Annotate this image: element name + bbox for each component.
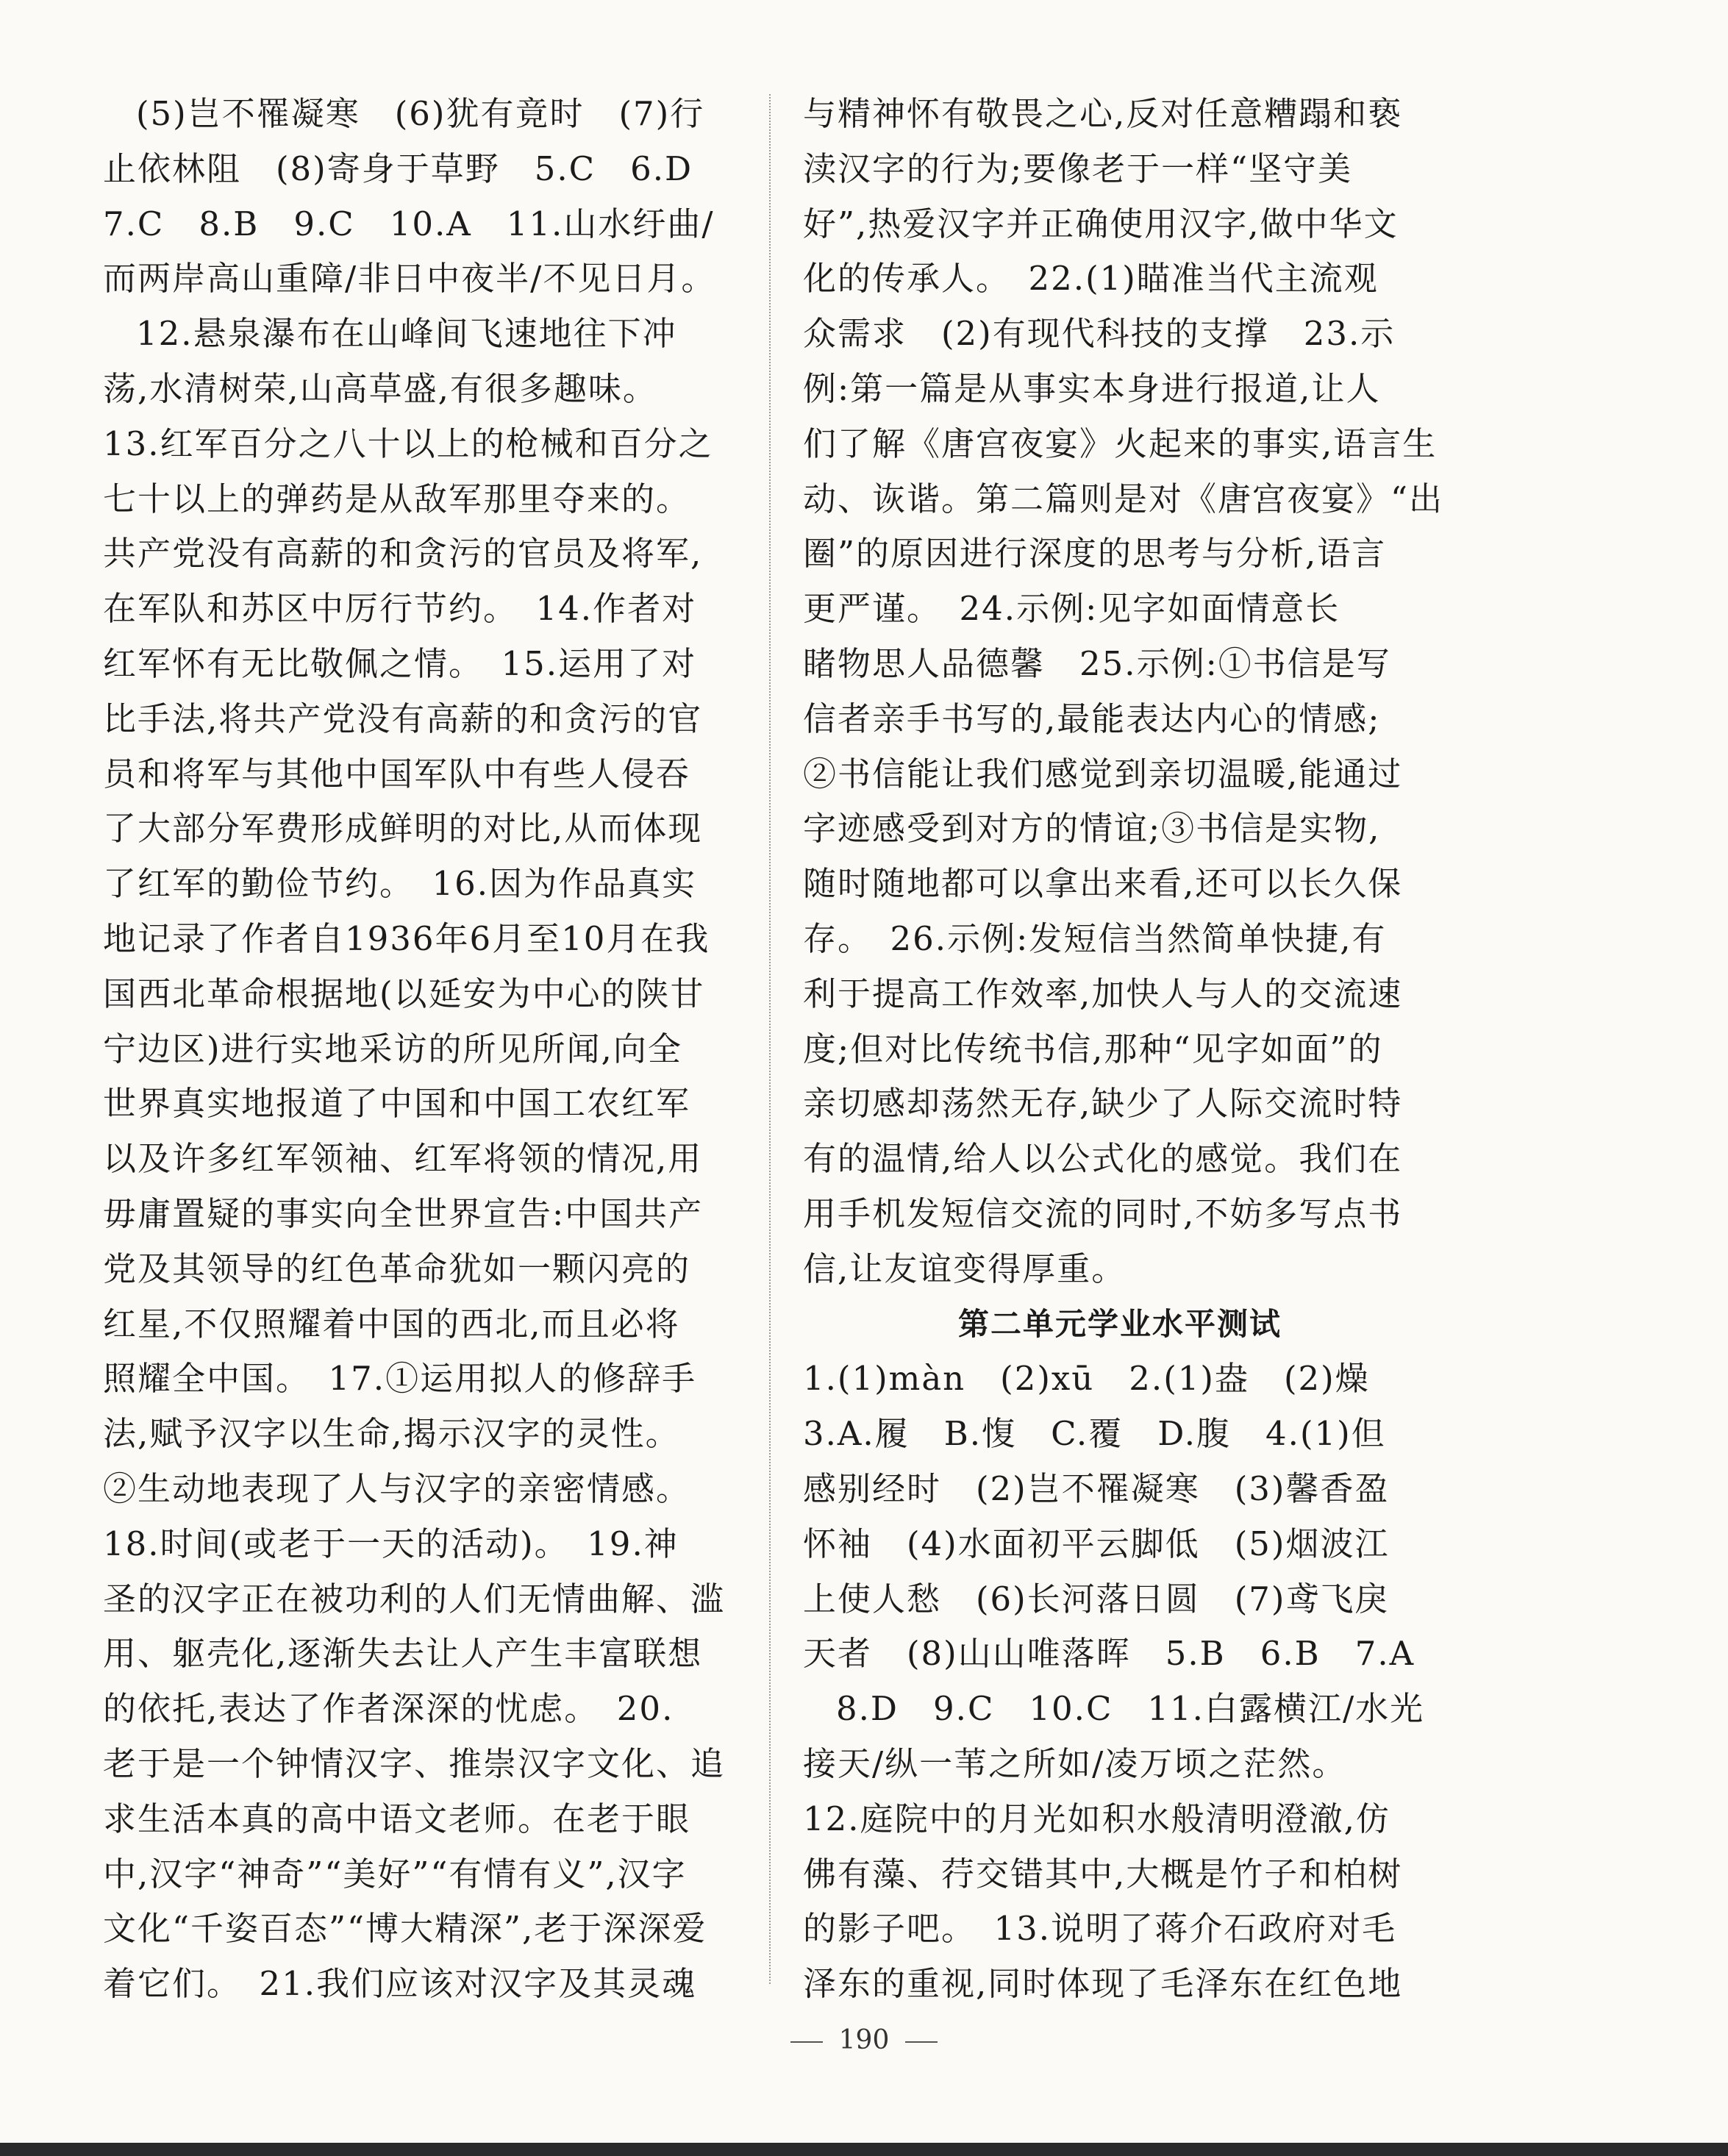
text-line: 红军怀有无比敬佩之情。 15.运用了对	[103, 643, 697, 683]
text-line: 度;但对比传统书信,那种“见字如面”的	[803, 1029, 1383, 1068]
text-line: 存。 26.示例:发短信当然简单快捷,有	[803, 918, 1387, 958]
text-line: 以及许多红军领袖、红军将领的情况,用	[103, 1139, 703, 1179]
text-line: 13.红军百分之八十以上的枪械和百分之	[103, 424, 713, 463]
text-line: 佛有藻、荇交错其中,大概是竹子和柏树	[803, 1854, 1403, 1893]
column-divider	[769, 94, 771, 1984]
text-line: 上使人愁 (6)长河落日圆 (7)鸢飞戾	[803, 1579, 1390, 1618]
text-line: 例:第一篇是从事实本身进行报道,让人	[803, 368, 1381, 408]
text-line: 着它们。 21.我们应该对汉字及其灵魂	[103, 1964, 697, 2004]
text-line: (5)岂不罹凝寒 (6)犹有竟时 (7)行	[136, 94, 705, 133]
right-column	[803, 87, 1444, 2012]
text-line: 与精神怀有敬畏之心,反对任意糟蹋和亵	[803, 94, 1403, 133]
text-line: 亲切感却荡然无存,缺少了人际交流时特	[803, 1084, 1403, 1124]
text-line: 老于是一个钟情汉字、推崇汉字文化、追	[103, 1743, 726, 1783]
page-number: 190	[838, 2025, 890, 2055]
text-line: 法,赋予汉字以生命,揭示汉字的灵性。	[103, 1414, 680, 1454]
text-line: 文化“千姿百态”“博大精深”,老于深深爱	[103, 1909, 707, 1949]
text-line: 8.D 9.C 10.C 11.白露横江/水光	[836, 1689, 1425, 1729]
text-line: 地记录了作者自1936年6月至10月在我	[103, 918, 710, 958]
text-line: 感别经时 (2)岂不罹凝寒 (3)馨香盈	[803, 1468, 1390, 1508]
text-line: 化的传承人。 22.(1)瞄准当代主流观	[803, 259, 1379, 299]
text-line: 渎汉字的行为;要像老于一样“坚守美	[803, 149, 1353, 188]
text-line: 更严谨。 24.示例:见字如面情意长	[803, 589, 1340, 629]
text-line: 好”,热爱汉字并正确使用汉字,做中华文	[803, 204, 1399, 243]
text-line: ②生动地表现了人与汉字的亲密情感。	[103, 1468, 691, 1508]
text-line: 宁边区)进行实地采访的所见所闻,向全	[103, 1029, 682, 1068]
footer-dash-left	[790, 2041, 823, 2043]
text-line: 信,让友谊变得厚重。	[803, 1249, 1127, 1288]
text-line: 圈”的原因进行深度的思考与分析,语言	[803, 534, 1387, 574]
text-line: 用、躯壳化,逐渐失去让人产生丰富联想	[103, 1634, 703, 1674]
text-line: 众需求 (2)有现代科技的支撑 23.示	[803, 314, 1396, 354]
text-line: 们了解《唐宫夜宴》火起来的事实,语言生	[803, 424, 1438, 463]
page-footer	[0, 2025, 1728, 2055]
text-line: 了大部分军费形成鲜明的对比,从而体现	[103, 809, 703, 849]
text-line: 怀袖 (4)水面初平云脚低 (5)烟波江	[803, 1524, 1390, 1563]
text-line: 的依托,表达了作者深深的忧虑。 20.	[103, 1689, 674, 1729]
scan-edge-shadow	[0, 2143, 1728, 2156]
text-line: 7.C 8.B 9.C 10.A 11.山水纡曲/	[103, 204, 715, 243]
text-line: 共产党没有高薪的和贪污的官员及将军,	[103, 534, 703, 574]
text-line: 信者亲手书写的,最能表达内心的情感;	[803, 699, 1381, 738]
text-line: 七十以上的弹药是从敌军那里夺来的。	[103, 479, 691, 518]
text-line: 而两岸高山重障/非日中夜半/不见日月。	[103, 259, 716, 299]
text-line: 字迹感受到对方的情谊;③书信是实物,	[803, 809, 1381, 849]
text-line: 18.时间(或老于一天的活动)。 19.神	[103, 1524, 679, 1563]
text-line: ②书信能让我们感觉到亲切温暖,能通过	[803, 754, 1403, 793]
text-line: 红星,不仅照耀着中国的西北,而且必将	[103, 1304, 680, 1343]
text-line: 睹物思人品德馨 25.示例:①书信是写	[803, 643, 1391, 683]
text-line: 接天/纵一苇之所如/凌万顷之茫然。	[803, 1743, 1347, 1783]
text-line: 1.(1)màn (2)xū 2.(1)盎 (2)燥	[803, 1359, 1370, 1399]
text-line: 的影子吧。 13.说明了蒋介石政府对毛	[803, 1909, 1397, 1949]
text-line: 荡,水清树荣,山高草盛,有很多趣味。	[103, 368, 657, 408]
text-line: 随时随地都可以拿出来看,还可以长久保	[803, 864, 1403, 904]
text-line: 在军队和苏区中厉行节约。 14.作者对	[103, 589, 697, 629]
text-line: 毋庸置疑的事实向全世界宣告:中国共产	[103, 1193, 704, 1233]
text-line: 中,汉字“神奇”“美好”“有情有义”,汉字	[103, 1854, 687, 1893]
text-line: 世界真实地报道了中国和中国工农红军	[103, 1084, 691, 1124]
text-line: 动、诙谐。第二篇则是对《唐宫夜宴》“出	[803, 479, 1444, 518]
text-line: 照耀全中国。 17.①运用拟人的修辞手	[103, 1359, 697, 1399]
text-line: 天者 (8)山山唯落晖 5.B 6.B 7.A	[803, 1634, 1415, 1674]
text-line: 求生活本真的高中语文老师。在老于眼	[103, 1799, 691, 1838]
text-line: 3.A.履 B.愎 C.覆 D.腹 4.(1)但	[803, 1414, 1386, 1454]
text-line: 用手机发短信交流的同时,不妨多写点书	[803, 1193, 1403, 1233]
left-column	[103, 87, 735, 2012]
text-line: 比手法,将共产党没有高薪的和贪污的官	[103, 699, 703, 738]
text-line: 国西北革命根据地(以延安为中心的陕甘	[103, 974, 705, 1013]
footer-dash-right	[905, 2041, 938, 2043]
text-line: 员和将军与其他中国军队中有些人侵吞	[103, 754, 691, 793]
text-line: 利于提高工作效率,加快人与人的交流速	[803, 974, 1403, 1013]
section-heading: 第二单元学业水平测试	[957, 1305, 1282, 1342]
text-line: 止依林阻 (8)寄身于草野 5.C 6.D	[103, 149, 693, 188]
text-line: 党及其领导的红色革命犹如一颗闪亮的	[103, 1249, 691, 1288]
text-line: 了红军的勤俭节约。 16.因为作品真实	[103, 864, 697, 904]
text-line: 12.庭院中的月光如积水般清明澄澈,仿	[803, 1799, 1390, 1838]
text-line: 圣的汉字正在被功利的人们无情曲解、滥	[103, 1579, 726, 1618]
text-line: 泽东的重视,同时体现了毛泽东在红色地	[803, 1964, 1403, 2004]
text-line: 12.悬泉瀑布在山峰间飞速地往下冲	[136, 314, 677, 354]
text-line: 有的温情,给人以公式化的感觉。我们在	[803, 1139, 1403, 1179]
